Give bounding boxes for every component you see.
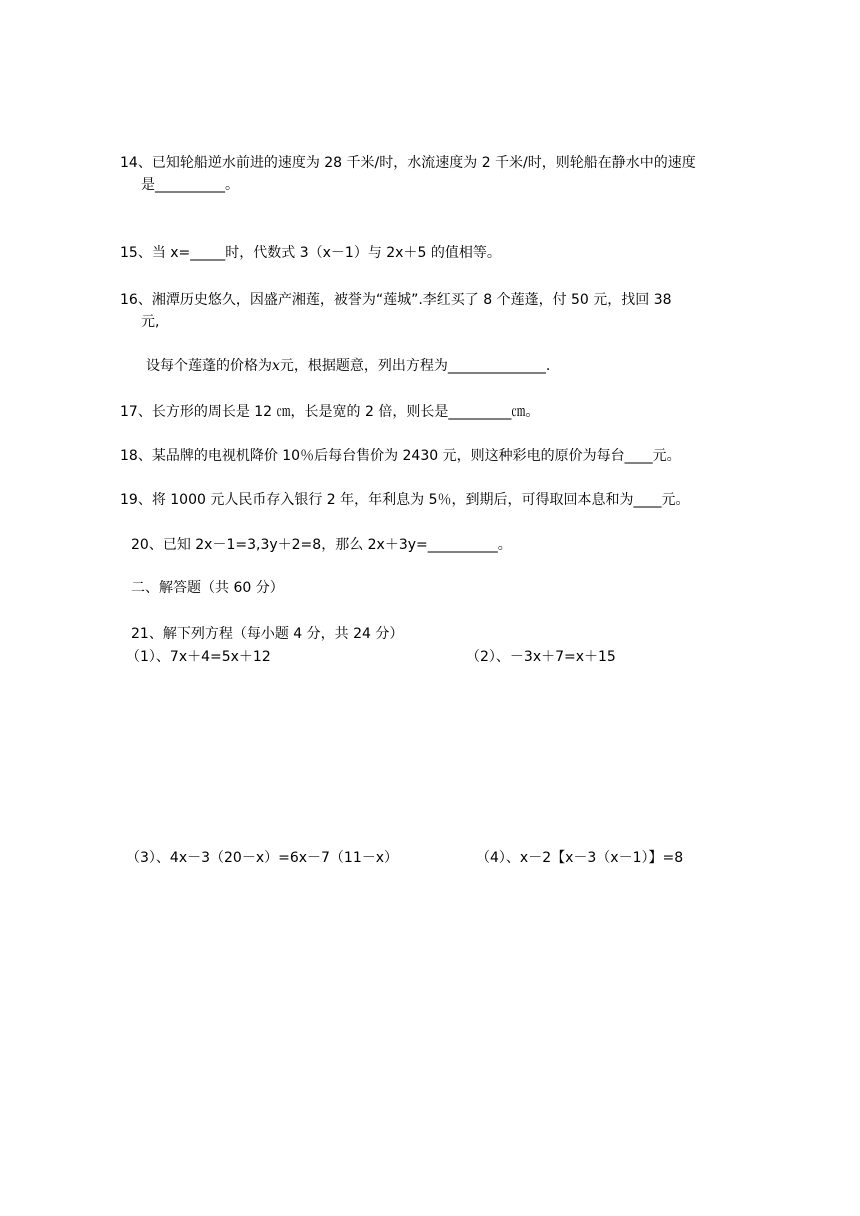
question-16-line-3-after: 元，根据题意，列出方程为______________. [279, 358, 551, 374]
question-16-line-1: 16、湘潭历史悠久，因盛产湘莲，被誉为“莲城”.李红买了 8 个莲蓬，付 50 元，找回 38 [120, 292, 672, 308]
question-15: 15、当 x=_____时，代数式 3（x－1）与 2x＋5 的值相等。 [120, 245, 501, 261]
question-21-part-1: （1）、7x＋4=5x＋12 [126, 649, 271, 665]
question-14-line-1: 14、已知轮船逆水前进的速度为 28 千米/时，水流速度为 2 千米/时，则轮船在静水中的速度 [120, 155, 696, 171]
question-21-heading: 21、解下列方程（每小题 4 分，共 24 分） [131, 626, 404, 642]
question-21-part-2: （2）、－3x＋7=x＋15 [466, 649, 616, 665]
question-17: 17、长方形的周长是 12 ㎝，长是宽的 2 倍，则长是_________㎝。 [120, 404, 540, 420]
question-14-line-2: 是__________。 [141, 177, 239, 193]
section-2-heading: 二、解答题（共 60 分） [131, 580, 284, 596]
question-21-part-3: （3）、4x－3（20－x）=6x－7（11－x） [126, 850, 399, 866]
question-16-line-2: 元, [141, 314, 160, 330]
question-16-line-3-before: 设每个莲蓬的价格为 [146, 358, 272, 374]
question-21-part-4: （4）、x－2【x－3（x－1）】=8 [476, 850, 684, 866]
question-16-line-3 [146, 356, 550, 376]
question-19: 19、将 1000 元人民币存入银行 2 年，年利息为 5％，到期后，可得取回本息和为____元。 [120, 492, 690, 508]
question-18: 18、某品牌的电视机降价 10％后每台售价为 2430 元，则这种彩电的原价为每台____元。 [120, 448, 681, 464]
variable-x: x [272, 358, 280, 374]
question-20: 20、已知 2x－1=3,3y＋2=8，那么 2x＋3y=__________。 [131, 537, 512, 553]
